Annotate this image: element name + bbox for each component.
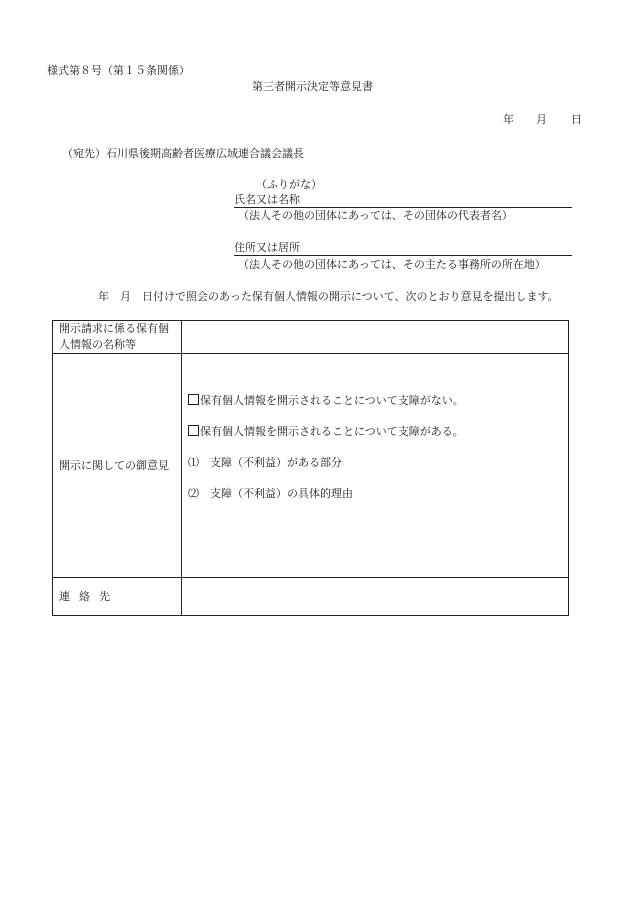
page-title: 第三者開示決定等意見書 (252, 80, 373, 93)
opinion-field[interactable] (182, 354, 569, 578)
addressee: （宛先）石川県後期高齢者医療広域連合議会議長 (62, 147, 304, 160)
table-row-opinion (53, 354, 569, 578)
date-year: 年 (503, 113, 514, 126)
date-day: 日 (571, 113, 582, 126)
option-no-objection-text: 保有個人情報を開示されることについて支障がない。 (200, 394, 464, 407)
address-underline[interactable] (234, 255, 572, 256)
option-objection[interactable] (188, 425, 562, 439)
intro-text: 年 月 日付けで照会のあった保有個人情報の開示について、次のとおり意見を提出します。 (98, 290, 559, 303)
name-note: （法人その他の団体にあっては、その団体の代表者名） (238, 209, 513, 222)
name-underline[interactable] (234, 207, 572, 208)
sub-item-specific-reason: ⑵ 支障（不利益）の具体的理由 (188, 487, 353, 500)
form-number: 様式第８号（第１５条関係） (47, 64, 190, 77)
document-name-label: 開示請求に係る保有個人情報の名称等 (53, 321, 182, 354)
checkbox-icon[interactable] (188, 425, 199, 436)
opinion-table (52, 320, 569, 616)
contact-label: 連絡先 (53, 578, 182, 616)
address-note: （法人その他の団体にあっては、その主たる事務所の所在地） (238, 258, 546, 271)
name-label: 氏名又は名称 (234, 193, 300, 206)
checkbox-icon[interactable] (188, 394, 199, 405)
address-label: 住所又は居所 (234, 241, 300, 254)
sub-item-affected-part: ⑴ 支障（不利益）がある部分 (188, 456, 342, 469)
table-row-document-name (53, 321, 569, 354)
opinion-label: 開示に関しての御意見 (53, 354, 182, 578)
table-row-contact (53, 578, 569, 616)
option-objection-text: 保有個人情報を開示されることについて支障がある。 (200, 425, 464, 438)
date-month: 月 (536, 113, 547, 126)
document-name-field[interactable] (182, 321, 569, 354)
furigana-label: （ふりがな） (256, 178, 322, 191)
contact-field[interactable] (182, 578, 569, 616)
option-no-objection[interactable] (188, 394, 562, 408)
